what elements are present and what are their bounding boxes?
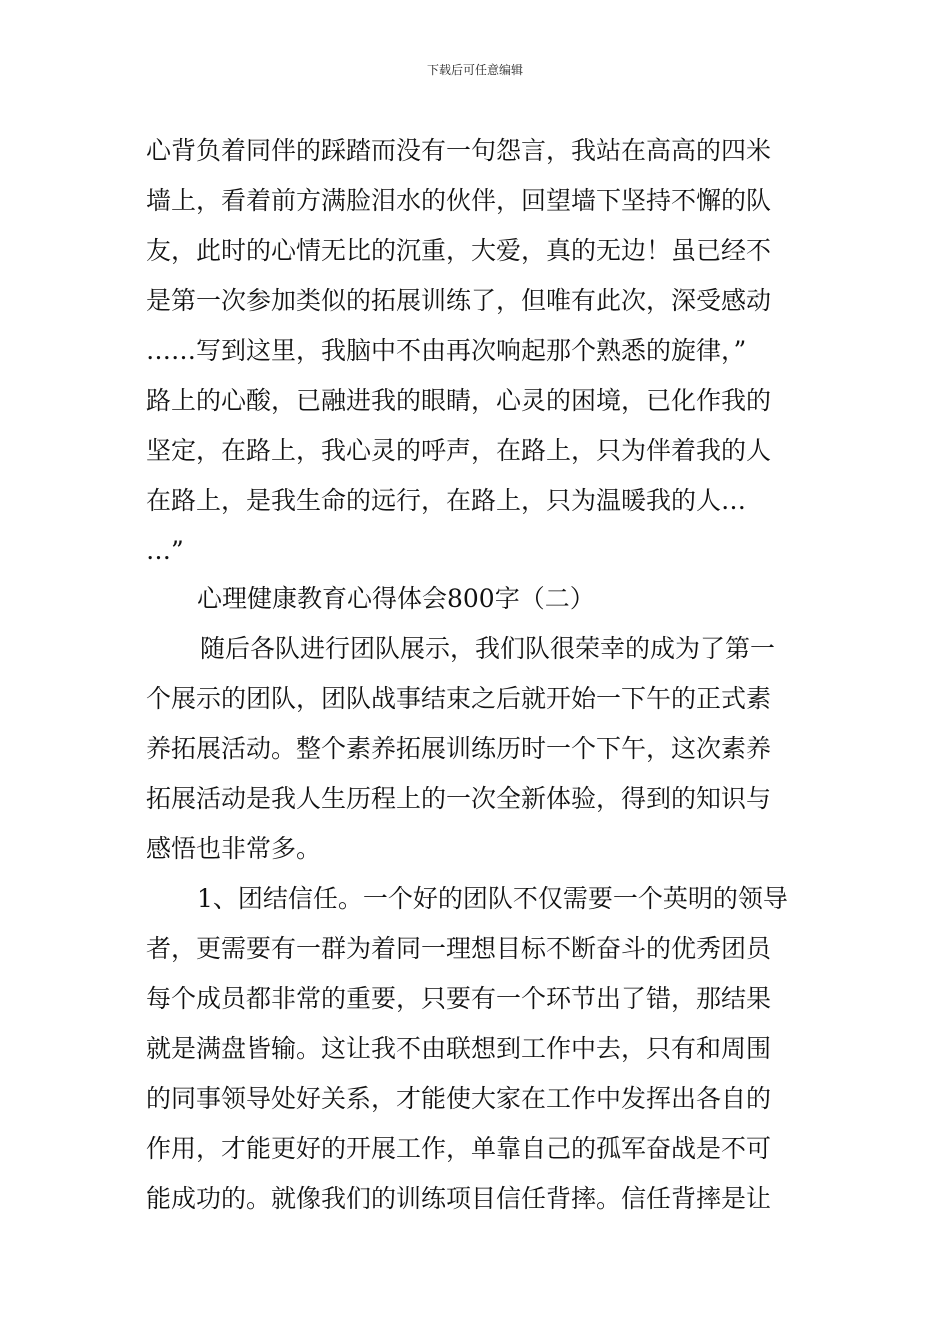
body-line: 坚定，在路上，我心灵的呼声，在路上，只为伴着我的人 [146, 436, 772, 465]
section-heading: 心理健康教育心得体会800字（二） [197, 584, 595, 613]
body-line: 就是满盘皆输。这让我不由联想到工作中去，只有和周围 [146, 1034, 772, 1063]
body-line: 能成功的。就像我们的训练项目信任背摔。信任背摔是让 [146, 1184, 772, 1213]
body-line: 每个成员都非常的重要，只要有一个环节出了错，那结果 [146, 984, 772, 1013]
page-header: 下载后可任意编辑 [426, 63, 523, 77]
body-line: 的同事领导处好关系，才能使大家在工作中发挥出各自的 [146, 1084, 772, 1113]
body-line: 1、团结信任。一个好的团队不仅需要一个英明的领导 [197, 884, 788, 913]
body-line: 随后各队进行团队展示，我们队很荣幸的成为了第一 [200, 634, 776, 663]
body-line: 个展示的团队，团队战事结束之后就开始一下午的正式素 [146, 684, 772, 713]
body-line: 墙上，看着前方满脸泪水的伙伴，回望墙下坚持不懈的队 [146, 186, 772, 215]
body-line: ……写到这里，我脑中不由再次响起那个熟悉的旋律，” [146, 336, 747, 365]
body-line: 在路上，是我生命的远行，在路上，只为温暖我的人… [146, 486, 747, 515]
body-line: 作用，才能更好的开展工作，单靠自己的孤军奋战是不可 [146, 1134, 772, 1163]
body-line: 养拓展活动。整个素养拓展训练历时一个下午，这次素养 [146, 734, 772, 763]
body-line: 感悟也非常多。 [146, 834, 322, 863]
body-line: …” [146, 536, 184, 565]
body-line: 者，更需要有一群为着同一理想目标不断奋斗的优秀团员 [146, 934, 772, 963]
body-line: 路上的心酸，已融进我的眼睛，心灵的困境，已化作我的 [146, 386, 772, 415]
body-line: 友，此时的心情无比的沉重，大爱，真的无边！虽已经不 [146, 236, 772, 265]
body-line: 是第一次参加类似的拓展训练了，但唯有此次，深受感动 [146, 286, 772, 315]
body-line: 心背负着同伴的踩踏而没有一句怨言，我站在高高的四米 [146, 136, 772, 165]
body-line: 拓展活动是我人生历程上的一次全新体验，得到的知识与 [146, 784, 772, 813]
